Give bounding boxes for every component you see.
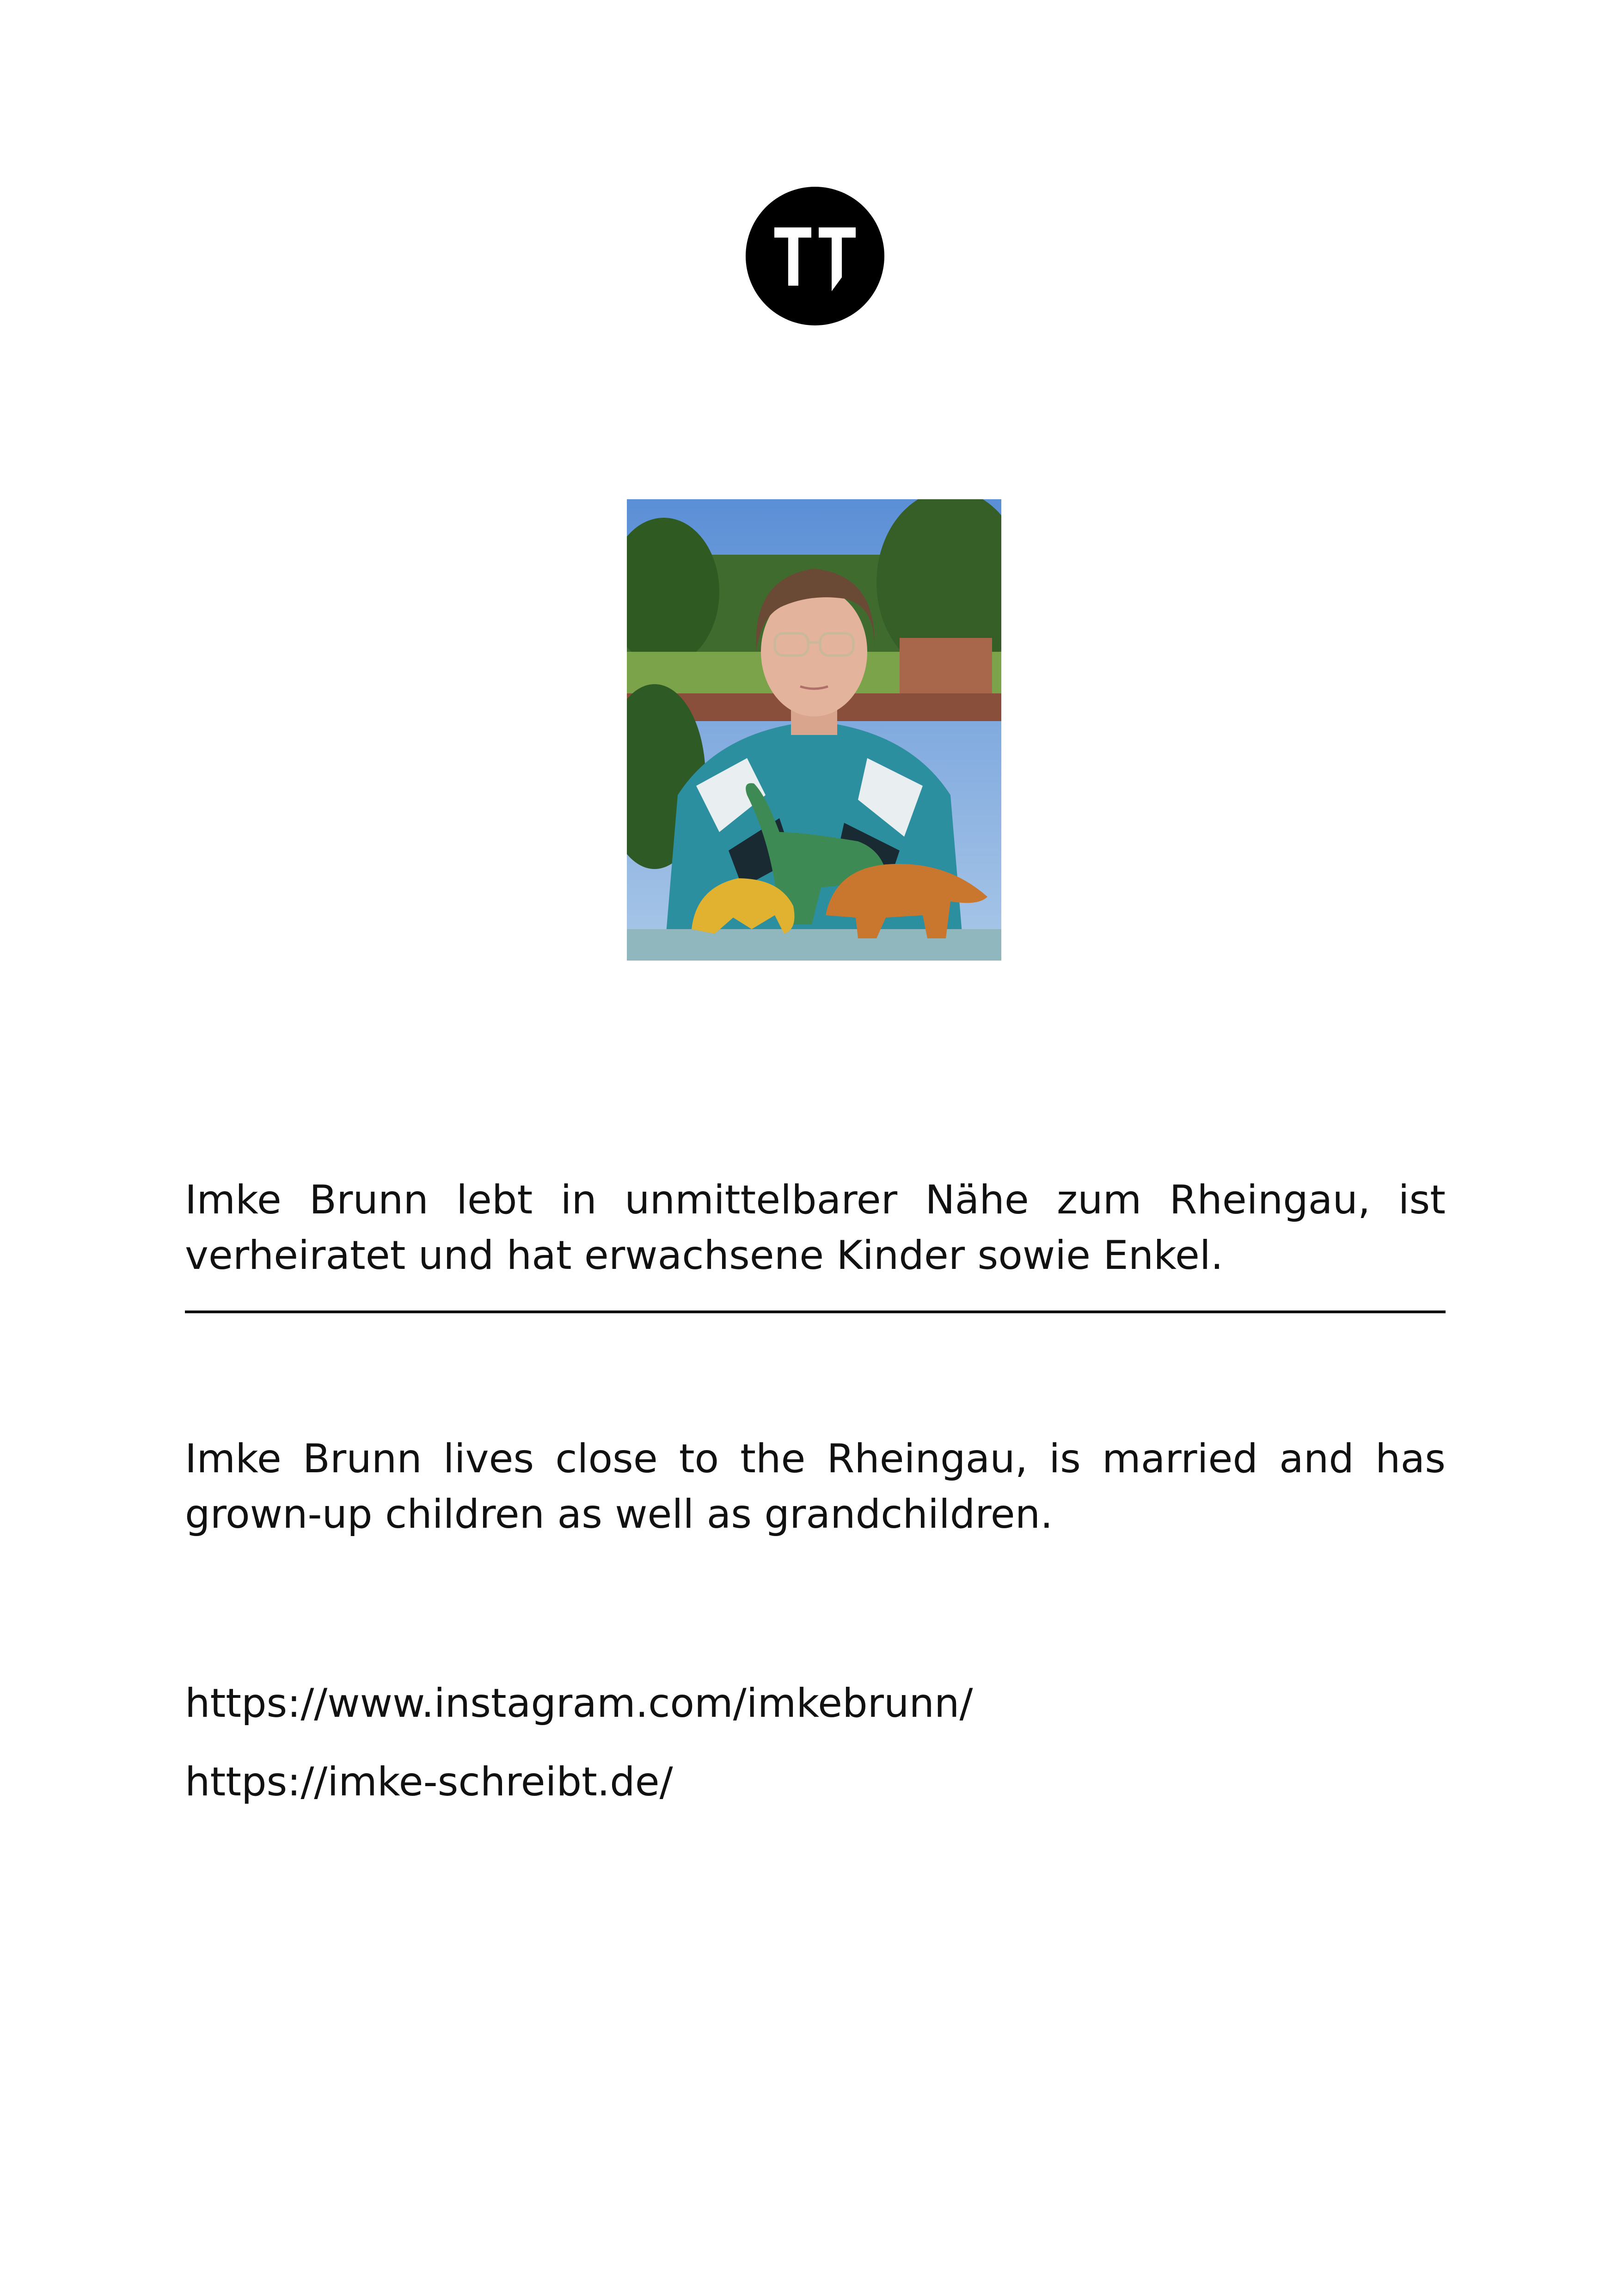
divider xyxy=(185,1310,1446,1313)
author-photo xyxy=(627,499,1001,961)
website-link[interactable]: https://imke-schreibt.de/ xyxy=(185,1759,673,1805)
bio-english: Imke Brunn lives close to the Rheingau, is married and has grown-up children as well as grandchildren. xyxy=(185,1436,1446,1537)
publisher-logo-icon xyxy=(746,187,884,325)
bio-german: Imke Brunn lebt in unmittelbarer Nähe zum Rheingau, ist verheiratet und hat erwachsene Kinder sowie Enkel. xyxy=(185,1177,1446,1279)
instagram-link[interactable]: https://www.instagram.com/imkebrunn/ xyxy=(185,1680,973,1727)
